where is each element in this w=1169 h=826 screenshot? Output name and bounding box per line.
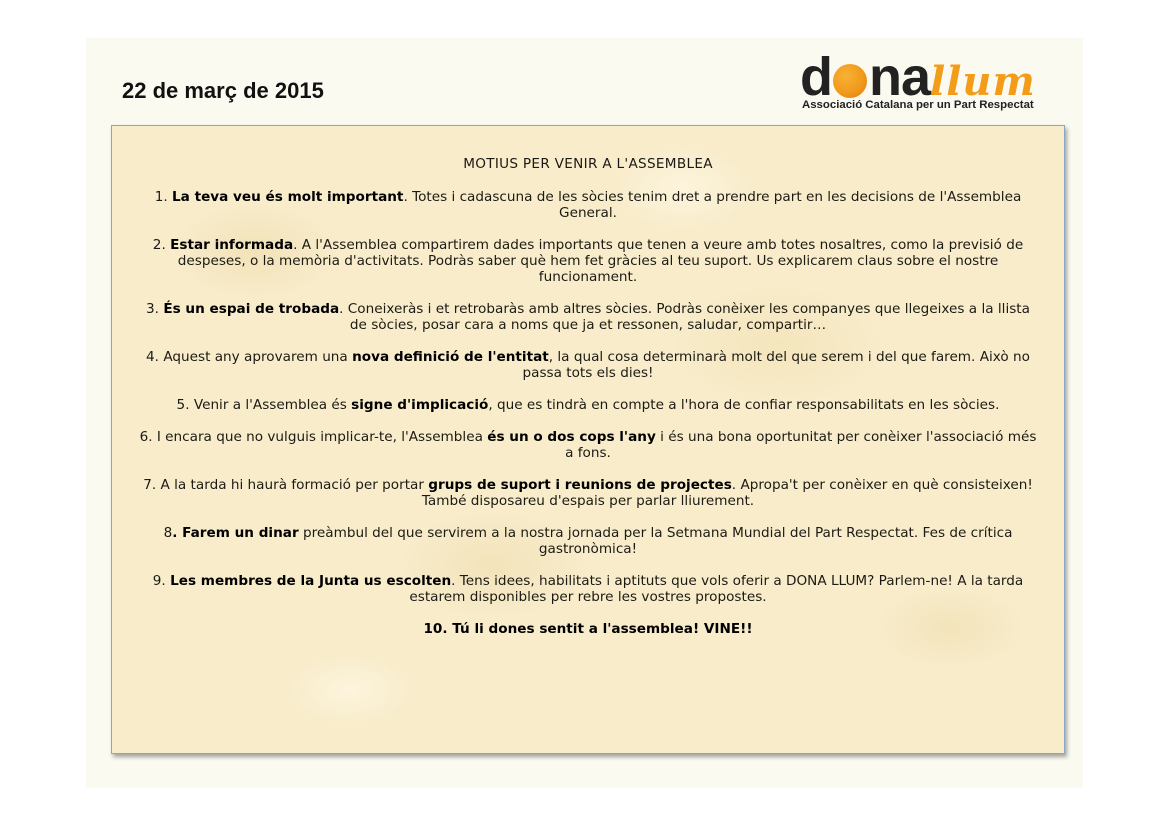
reason-highlight: signe d'implicació — [351, 397, 489, 413]
reason-text-post: , que es tindrà en compte a l'hora de confiar responsabilitats en les sòcies. — [488, 397, 1000, 413]
reason-item — [136, 397, 1040, 413]
reason-item — [136, 573, 1040, 605]
reason-highlight: Les membres de la Junta us escolten — [170, 573, 452, 589]
reason-text-pre: 1. — [154, 189, 172, 205]
reason-text-pre: 2. — [152, 237, 171, 253]
reason-highlight: . Farem un dinar — [172, 525, 299, 541]
reason-text-post: , la qual cosa determinarà molt del que serem i del que farem. Això no passa tots els dies! — [522, 349, 1030, 381]
reason-text-post: i és una bona oportunitat per conèixer l'associació més a fons. — [565, 429, 1037, 461]
reason-text-post: . A l'Assemblea compartirem dades importants que tenen a veure amb totes nosaltres, como la previsió de despeses, o la memòria d'activitats. Podràs saber què hem fet gràcies al teu suport. Us explicarem claus sobre el nostre funcionament. — [177, 237, 1024, 285]
reason-item — [136, 349, 1040, 381]
logo-letter-d: d — [800, 47, 832, 107]
logo-script-llum: llum — [930, 58, 1036, 105]
reason-item — [136, 477, 1040, 509]
reason-item — [136, 237, 1040, 285]
reason-highlight: Estar informada — [170, 237, 294, 253]
reason-highlight: és un o dos cops l'any — [487, 429, 656, 445]
reason-item — [136, 429, 1040, 461]
date-title: 22 de març de 2015 — [122, 78, 324, 103]
reason-text-post: . Totes i cadascuna de les sòcies tenim dret a prendre part en les decisions de l'Assemblea General. — [403, 189, 1022, 221]
reason-item — [136, 189, 1040, 221]
reason-item — [136, 525, 1040, 557]
reasons-content — [136, 156, 1040, 637]
reason-text-post: . Tens idees, habilitats i aptituts que vols oferir a DONA LLUM? Parlem-ne! A la tarda estarem disponibles per rebre les vostres propostes. — [409, 573, 1024, 605]
logo-tagline: Associació Catalana per un Part Respectat — [802, 99, 1034, 111]
logo-letters-na: na — [869, 47, 931, 107]
reason-text-pre: 8 — [163, 525, 173, 541]
reason-highlight: És un espai de trobada — [163, 301, 340, 317]
panel-heading: MOTIUS PER VENIR A L'ASSEMBLEA — [463, 156, 713, 172]
reason-text-pre: 9. — [152, 573, 171, 589]
donallum-logo — [798, 47, 1066, 116]
reason-item — [136, 301, 1040, 333]
reason-highlight: nova definició de l'entitat — [352, 349, 549, 365]
reason-text-pre: 7. A la tarda hi haurà formació per portar — [143, 477, 429, 493]
logo-orange-circle-icon — [833, 64, 867, 98]
reason-text-pre: 5. Venir a l'Assemblea és — [176, 397, 352, 413]
reason-text-post: . Coneixeràs i et retrobaràs amb altres sòcies. Podràs conèixer les companyes que llegeixes a la llista de sòcies, posar cara a noms que ja et ressonen, saludar, compartir… — [339, 301, 1030, 333]
reason-highlight: La teva veu és molt important — [172, 189, 404, 205]
reason-highlight: grups de suport i reunions de projectes — [428, 477, 732, 493]
reason-text-post: preàmbul del que servirem a la nostra jornada per la Setmana Mundial del Part Respectat. Fes de crítica gastronòmica! — [298, 525, 1013, 557]
reason-text-pre: 3. — [146, 301, 164, 317]
reason-text-pre: 4. Aquest any aprovarem una — [146, 349, 353, 365]
closing-call: 10. Tú li dones sentit a l'assemblea! VINE!! — [423, 621, 753, 637]
reason-text-post: . Apropa't per conèixer en què consisteixen! També disposareu d'espais per parlar lliurement. — [421, 477, 1033, 509]
reasons-panel — [111, 125, 1065, 754]
reason-text-pre: 6. I encara que no vulguis implicar-te, l'Assemblea — [139, 429, 488, 445]
